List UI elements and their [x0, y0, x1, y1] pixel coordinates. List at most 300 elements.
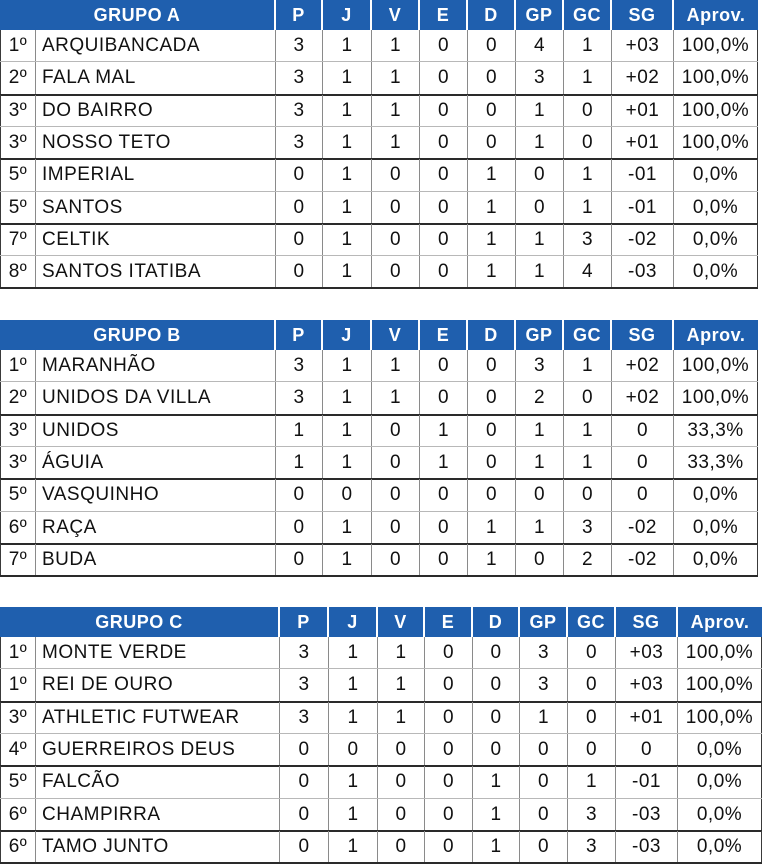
- stat-j: 1: [323, 62, 372, 94]
- stat-sg: +01: [616, 702, 678, 734]
- stat-d: 0: [473, 637, 520, 669]
- table-row: [0, 350, 758, 382]
- team-name: CELTIK: [36, 224, 276, 256]
- stat-d: 0: [468, 350, 516, 382]
- stat-gc: 3: [568, 799, 616, 831]
- stat-d: 0: [473, 702, 520, 734]
- stat-p: 1: [276, 447, 323, 479]
- stat-gp: 1: [516, 95, 564, 127]
- position: 3º: [0, 447, 36, 479]
- stat-p: 0: [280, 831, 329, 863]
- group-title: GRUPO A: [0, 0, 276, 30]
- column-header-d: D: [468, 0, 516, 30]
- stat-j: 1: [323, 512, 372, 544]
- table-row: [0, 159, 758, 191]
- team-name: BUDA: [36, 544, 276, 576]
- column-header-e: E: [425, 607, 473, 637]
- table-header: [0, 0, 758, 30]
- team-name: TAMO JUNTO: [36, 831, 280, 863]
- stat-e: 0: [425, 702, 473, 734]
- stat-aprov: 0,0%: [674, 256, 758, 288]
- stat-v: 0: [372, 479, 420, 511]
- stat-v: 1: [378, 637, 425, 669]
- stat-v: 0: [372, 192, 420, 224]
- stat-v: 0: [372, 224, 420, 256]
- stat-j: 1: [323, 127, 372, 159]
- stat-e: 0: [425, 799, 473, 831]
- stat-gc: 1: [564, 447, 612, 479]
- stat-v: 1: [372, 95, 420, 127]
- table-row: [0, 256, 758, 288]
- stat-d: 0: [473, 669, 520, 701]
- stat-d: 0: [468, 30, 516, 62]
- stat-j: 1: [323, 544, 372, 576]
- table-row: [0, 192, 758, 224]
- stat-e: 0: [420, 256, 468, 288]
- stat-aprov: 100,0%: [674, 382, 758, 414]
- stat-p: 0: [280, 734, 329, 766]
- stat-p: 3: [276, 95, 323, 127]
- column-header-p: P: [276, 320, 323, 350]
- stat-e: 0: [425, 734, 473, 766]
- stat-p: 0: [276, 159, 323, 191]
- stat-gp: 1: [516, 447, 564, 479]
- stat-e: 1: [420, 415, 468, 447]
- stat-gc: 0: [564, 127, 612, 159]
- team-name: MARANHÃO: [36, 350, 276, 382]
- position: 1º: [0, 30, 36, 62]
- table-row: [0, 224, 758, 256]
- stat-gp: 1: [516, 224, 564, 256]
- stat-e: 0: [420, 95, 468, 127]
- stat-gp: 0: [520, 734, 568, 766]
- stat-e: 1: [420, 447, 468, 479]
- stat-e: 0: [420, 544, 468, 576]
- position: 3º: [0, 127, 36, 159]
- team-name: NOSSO TETO: [36, 127, 276, 159]
- stat-d: 1: [473, 766, 520, 798]
- stat-d: 1: [468, 256, 516, 288]
- stat-sg: -02: [612, 544, 674, 576]
- column-header-p: P: [276, 0, 323, 30]
- stat-sg: -01: [616, 766, 678, 798]
- stat-gp: 0: [516, 159, 564, 191]
- team-name: RAÇA: [36, 512, 276, 544]
- stat-aprov: 0,0%: [678, 831, 762, 863]
- stat-gp: 1: [520, 702, 568, 734]
- column-header-v: V: [372, 0, 420, 30]
- stat-v: 0: [372, 544, 420, 576]
- stat-aprov: 0,0%: [674, 159, 758, 191]
- stat-gc: 3: [564, 224, 612, 256]
- table-row: [0, 415, 758, 447]
- stat-gc: 1: [568, 766, 616, 798]
- stat-sg: +01: [612, 95, 674, 127]
- team-name: IMPERIAL: [36, 159, 276, 191]
- position: 1º: [0, 350, 36, 382]
- stat-gc: 0: [568, 702, 616, 734]
- stat-gp: 0: [516, 192, 564, 224]
- table-row: [0, 799, 762, 831]
- stat-gp: 0: [520, 831, 568, 863]
- stat-gc: 1: [564, 350, 612, 382]
- stat-p: 0: [276, 192, 323, 224]
- team-name: SANTOS ITATIBA: [36, 256, 276, 288]
- position: 7º: [0, 544, 36, 576]
- position: 3º: [0, 702, 36, 734]
- column-header-aprov: Aprov.: [674, 0, 758, 30]
- column-header-sg: SG: [616, 607, 678, 637]
- team-name: FALCÃO: [36, 766, 280, 798]
- stat-aprov: 0,0%: [678, 799, 762, 831]
- stat-d: 0: [468, 447, 516, 479]
- stat-j: 1: [323, 447, 372, 479]
- stat-sg: 0: [612, 479, 674, 511]
- team-name: DO BAIRRO: [36, 95, 276, 127]
- stat-p: 1: [276, 415, 323, 447]
- stat-d: 1: [473, 831, 520, 863]
- stat-gp: 3: [520, 669, 568, 701]
- stat-gc: 0: [564, 382, 612, 414]
- column-header-gc: GC: [568, 607, 616, 637]
- group-table: [0, 320, 758, 580]
- position: 1º: [0, 669, 36, 701]
- table-row: [0, 637, 762, 669]
- stat-d: 0: [468, 62, 516, 94]
- stat-p: 0: [276, 479, 323, 511]
- stat-aprov: 100,0%: [678, 637, 762, 669]
- column-header-v: V: [372, 320, 420, 350]
- table-row: [0, 544, 758, 576]
- column-header-p: P: [280, 607, 329, 637]
- stat-aprov: 100,0%: [674, 127, 758, 159]
- stat-gc: 3: [564, 512, 612, 544]
- table-row: [0, 447, 758, 479]
- stat-j: 1: [329, 637, 378, 669]
- stat-j: 1: [329, 766, 378, 798]
- stat-gp: 1: [516, 256, 564, 288]
- stat-sg: 0: [612, 447, 674, 479]
- position: 7º: [0, 224, 36, 256]
- stat-aprov: 33,3%: [674, 447, 758, 479]
- stat-e: 0: [425, 637, 473, 669]
- column-header-e: E: [420, 0, 468, 30]
- stat-sg: -02: [612, 224, 674, 256]
- stat-sg: -03: [616, 799, 678, 831]
- stat-v: 1: [372, 62, 420, 94]
- stat-d: 1: [468, 159, 516, 191]
- stat-p: 0: [276, 256, 323, 288]
- team-name: ATHLETIC FUTWEAR: [36, 702, 280, 734]
- stat-gc: 0: [568, 734, 616, 766]
- stat-d: 0: [468, 95, 516, 127]
- stat-sg: 0: [616, 734, 678, 766]
- stat-gp: 3: [520, 637, 568, 669]
- group-title: GRUPO B: [0, 320, 276, 350]
- stat-gp: 0: [516, 544, 564, 576]
- stat-j: 1: [323, 382, 372, 414]
- stat-j: 1: [323, 159, 372, 191]
- stat-d: 1: [468, 512, 516, 544]
- stat-gp: 3: [516, 350, 564, 382]
- stat-sg: +02: [612, 382, 674, 414]
- stat-sg: 0: [612, 415, 674, 447]
- stat-p: 3: [276, 62, 323, 94]
- stat-p: 3: [276, 127, 323, 159]
- stat-aprov: 0,0%: [674, 192, 758, 224]
- stat-e: 0: [420, 382, 468, 414]
- row-divider: [0, 575, 758, 577]
- position: 3º: [0, 415, 36, 447]
- stat-sg: -01: [612, 159, 674, 191]
- stat-j: 1: [329, 702, 378, 734]
- stat-j: 1: [323, 224, 372, 256]
- position: 6º: [0, 799, 36, 831]
- stat-aprov: 100,0%: [678, 702, 762, 734]
- stat-v: 0: [378, 766, 425, 798]
- team-name: ÁGUIA: [36, 447, 276, 479]
- stat-gp: 2: [516, 382, 564, 414]
- stat-e: 0: [420, 479, 468, 511]
- stat-gp: 4: [516, 30, 564, 62]
- position: 1º: [0, 637, 36, 669]
- table-row: [0, 734, 762, 766]
- position: 5º: [0, 192, 36, 224]
- stat-sg: +03: [616, 637, 678, 669]
- stat-gc: 1: [564, 192, 612, 224]
- stat-aprov: 33,3%: [674, 415, 758, 447]
- stat-v: 1: [372, 382, 420, 414]
- stat-j: 1: [323, 30, 372, 62]
- team-name: UNIDOS: [36, 415, 276, 447]
- position: 6º: [0, 512, 36, 544]
- stat-sg: +03: [616, 669, 678, 701]
- stat-gp: 1: [516, 512, 564, 544]
- stat-v: 1: [372, 127, 420, 159]
- stat-aprov: 0,0%: [678, 766, 762, 798]
- column-header-gc: GC: [564, 320, 612, 350]
- stat-j: 1: [323, 415, 372, 447]
- stat-aprov: 100,0%: [678, 669, 762, 701]
- stat-aprov: 100,0%: [674, 62, 758, 94]
- group-title: GRUPO C: [0, 607, 280, 637]
- team-name: MONTE VERDE: [36, 637, 280, 669]
- stat-j: 1: [323, 192, 372, 224]
- stat-aprov: 100,0%: [674, 95, 758, 127]
- stat-p: 3: [280, 637, 329, 669]
- stat-v: 0: [378, 734, 425, 766]
- stat-p: 3: [276, 30, 323, 62]
- stat-gc: 0: [568, 669, 616, 701]
- stat-p: 3: [280, 702, 329, 734]
- position: 4º: [0, 734, 36, 766]
- column-header-gp: GP: [516, 0, 564, 30]
- stat-d: 1: [468, 192, 516, 224]
- stat-aprov: 0,0%: [674, 224, 758, 256]
- stat-v: 1: [378, 702, 425, 734]
- column-header-gp: GP: [516, 320, 564, 350]
- stat-e: 0: [420, 224, 468, 256]
- stat-v: 1: [378, 669, 425, 701]
- stat-p: 3: [280, 669, 329, 701]
- stat-gc: 0: [564, 95, 612, 127]
- stat-aprov: 0,0%: [674, 479, 758, 511]
- table-row: [0, 702, 762, 734]
- table-row: [0, 766, 762, 798]
- stat-d: 0: [468, 382, 516, 414]
- position: 5º: [0, 159, 36, 191]
- table-row: [0, 382, 758, 414]
- stat-sg: -01: [612, 192, 674, 224]
- stat-j: 0: [323, 479, 372, 511]
- team-name: CHAMPIRRA: [36, 799, 280, 831]
- stat-sg: +03: [612, 30, 674, 62]
- table-row: [0, 30, 758, 62]
- column-header-sg: SG: [612, 320, 674, 350]
- column-header-gp: GP: [520, 607, 568, 637]
- stat-j: 1: [323, 256, 372, 288]
- stat-j: 0: [329, 734, 378, 766]
- stat-d: 0: [473, 734, 520, 766]
- stat-sg: -03: [612, 256, 674, 288]
- stat-j: 1: [323, 95, 372, 127]
- stat-gp: 3: [516, 62, 564, 94]
- stat-j: 1: [329, 799, 378, 831]
- team-name: VASQUINHO: [36, 479, 276, 511]
- team-name: REI DE OURO: [36, 669, 280, 701]
- stat-e: 0: [425, 669, 473, 701]
- group-table: [0, 607, 762, 867]
- stat-v: 0: [372, 256, 420, 288]
- column-header-e: E: [420, 320, 468, 350]
- stat-aprov: 100,0%: [674, 350, 758, 382]
- column-header-d: D: [468, 320, 516, 350]
- table-row: [0, 479, 758, 511]
- stat-gp: 0: [516, 479, 564, 511]
- column-header-j: J: [329, 607, 378, 637]
- stat-sg: -03: [616, 831, 678, 863]
- stat-gc: 4: [564, 256, 612, 288]
- stat-v: 1: [372, 30, 420, 62]
- column-header-sg: SG: [612, 0, 674, 30]
- stat-v: 0: [378, 831, 425, 863]
- table-row: [0, 512, 758, 544]
- stat-e: 0: [425, 766, 473, 798]
- team-name: GUERREIROS DEUS: [36, 734, 280, 766]
- stat-v: 0: [372, 512, 420, 544]
- stat-e: 0: [425, 831, 473, 863]
- stat-d: 0: [468, 127, 516, 159]
- column-header-v: V: [378, 607, 425, 637]
- table-row: [0, 62, 758, 94]
- position: 5º: [0, 766, 36, 798]
- stat-aprov: 0,0%: [678, 734, 762, 766]
- stat-aprov: 0,0%: [674, 544, 758, 576]
- stat-j: 1: [323, 350, 372, 382]
- stat-v: 0: [372, 447, 420, 479]
- stat-gc: 2: [564, 544, 612, 576]
- stat-v: 0: [372, 415, 420, 447]
- stat-sg: -02: [612, 512, 674, 544]
- stat-p: 3: [276, 382, 323, 414]
- stat-p: 0: [280, 799, 329, 831]
- column-header-aprov: Aprov.: [678, 607, 762, 637]
- column-header-gc: GC: [564, 0, 612, 30]
- stat-gc: 1: [564, 159, 612, 191]
- stat-v: 1: [372, 350, 420, 382]
- stat-gc: 1: [564, 62, 612, 94]
- stat-gc: 0: [568, 637, 616, 669]
- position: 8º: [0, 256, 36, 288]
- column-header-j: J: [323, 320, 372, 350]
- group-table: [0, 0, 758, 292]
- position: 5º: [0, 479, 36, 511]
- stat-v: 0: [372, 159, 420, 191]
- stat-gc: 1: [564, 415, 612, 447]
- stat-aprov: 100,0%: [674, 30, 758, 62]
- stat-p: 0: [276, 544, 323, 576]
- position: 6º: [0, 831, 36, 863]
- position: 2º: [0, 62, 36, 94]
- stat-e: 0: [420, 62, 468, 94]
- stat-sg: +01: [612, 127, 674, 159]
- row-divider: [0, 862, 762, 864]
- column-header-d: D: [473, 607, 520, 637]
- stat-p: 3: [276, 350, 323, 382]
- stat-gc: 3: [568, 831, 616, 863]
- stat-sg: +02: [612, 350, 674, 382]
- position: 3º: [0, 95, 36, 127]
- team-name: UNIDOS DA VILLA: [36, 382, 276, 414]
- stat-gp: 1: [516, 415, 564, 447]
- stat-gp: 0: [520, 799, 568, 831]
- table-header: [0, 320, 758, 350]
- stat-d: 1: [473, 799, 520, 831]
- stat-gp: 1: [516, 127, 564, 159]
- stat-d: 0: [468, 479, 516, 511]
- table-row: [0, 95, 758, 127]
- stat-j: 1: [329, 669, 378, 701]
- stat-e: 0: [420, 512, 468, 544]
- position: 2º: [0, 382, 36, 414]
- stat-d: 1: [468, 544, 516, 576]
- stat-gc: 0: [564, 479, 612, 511]
- stat-p: 0: [276, 512, 323, 544]
- table-header: [0, 607, 762, 637]
- stat-e: 0: [420, 350, 468, 382]
- stat-d: 0: [468, 415, 516, 447]
- stat-e: 0: [420, 159, 468, 191]
- team-name: SANTOS: [36, 192, 276, 224]
- stat-p: 0: [276, 224, 323, 256]
- stat-v: 0: [378, 799, 425, 831]
- team-name: FALA MAL: [36, 62, 276, 94]
- stat-e: 0: [420, 192, 468, 224]
- table-row: [0, 669, 762, 701]
- table-row: [0, 831, 762, 863]
- table-row: [0, 127, 758, 159]
- stat-gc: 1: [564, 30, 612, 62]
- row-divider: [0, 287, 758, 289]
- stat-p: 0: [280, 766, 329, 798]
- stat-sg: +02: [612, 62, 674, 94]
- stat-e: 0: [420, 127, 468, 159]
- stat-d: 1: [468, 224, 516, 256]
- stat-gp: 0: [520, 766, 568, 798]
- column-header-aprov: Aprov.: [674, 320, 758, 350]
- team-name: ARQUIBANCADA: [36, 30, 276, 62]
- stat-j: 1: [329, 831, 378, 863]
